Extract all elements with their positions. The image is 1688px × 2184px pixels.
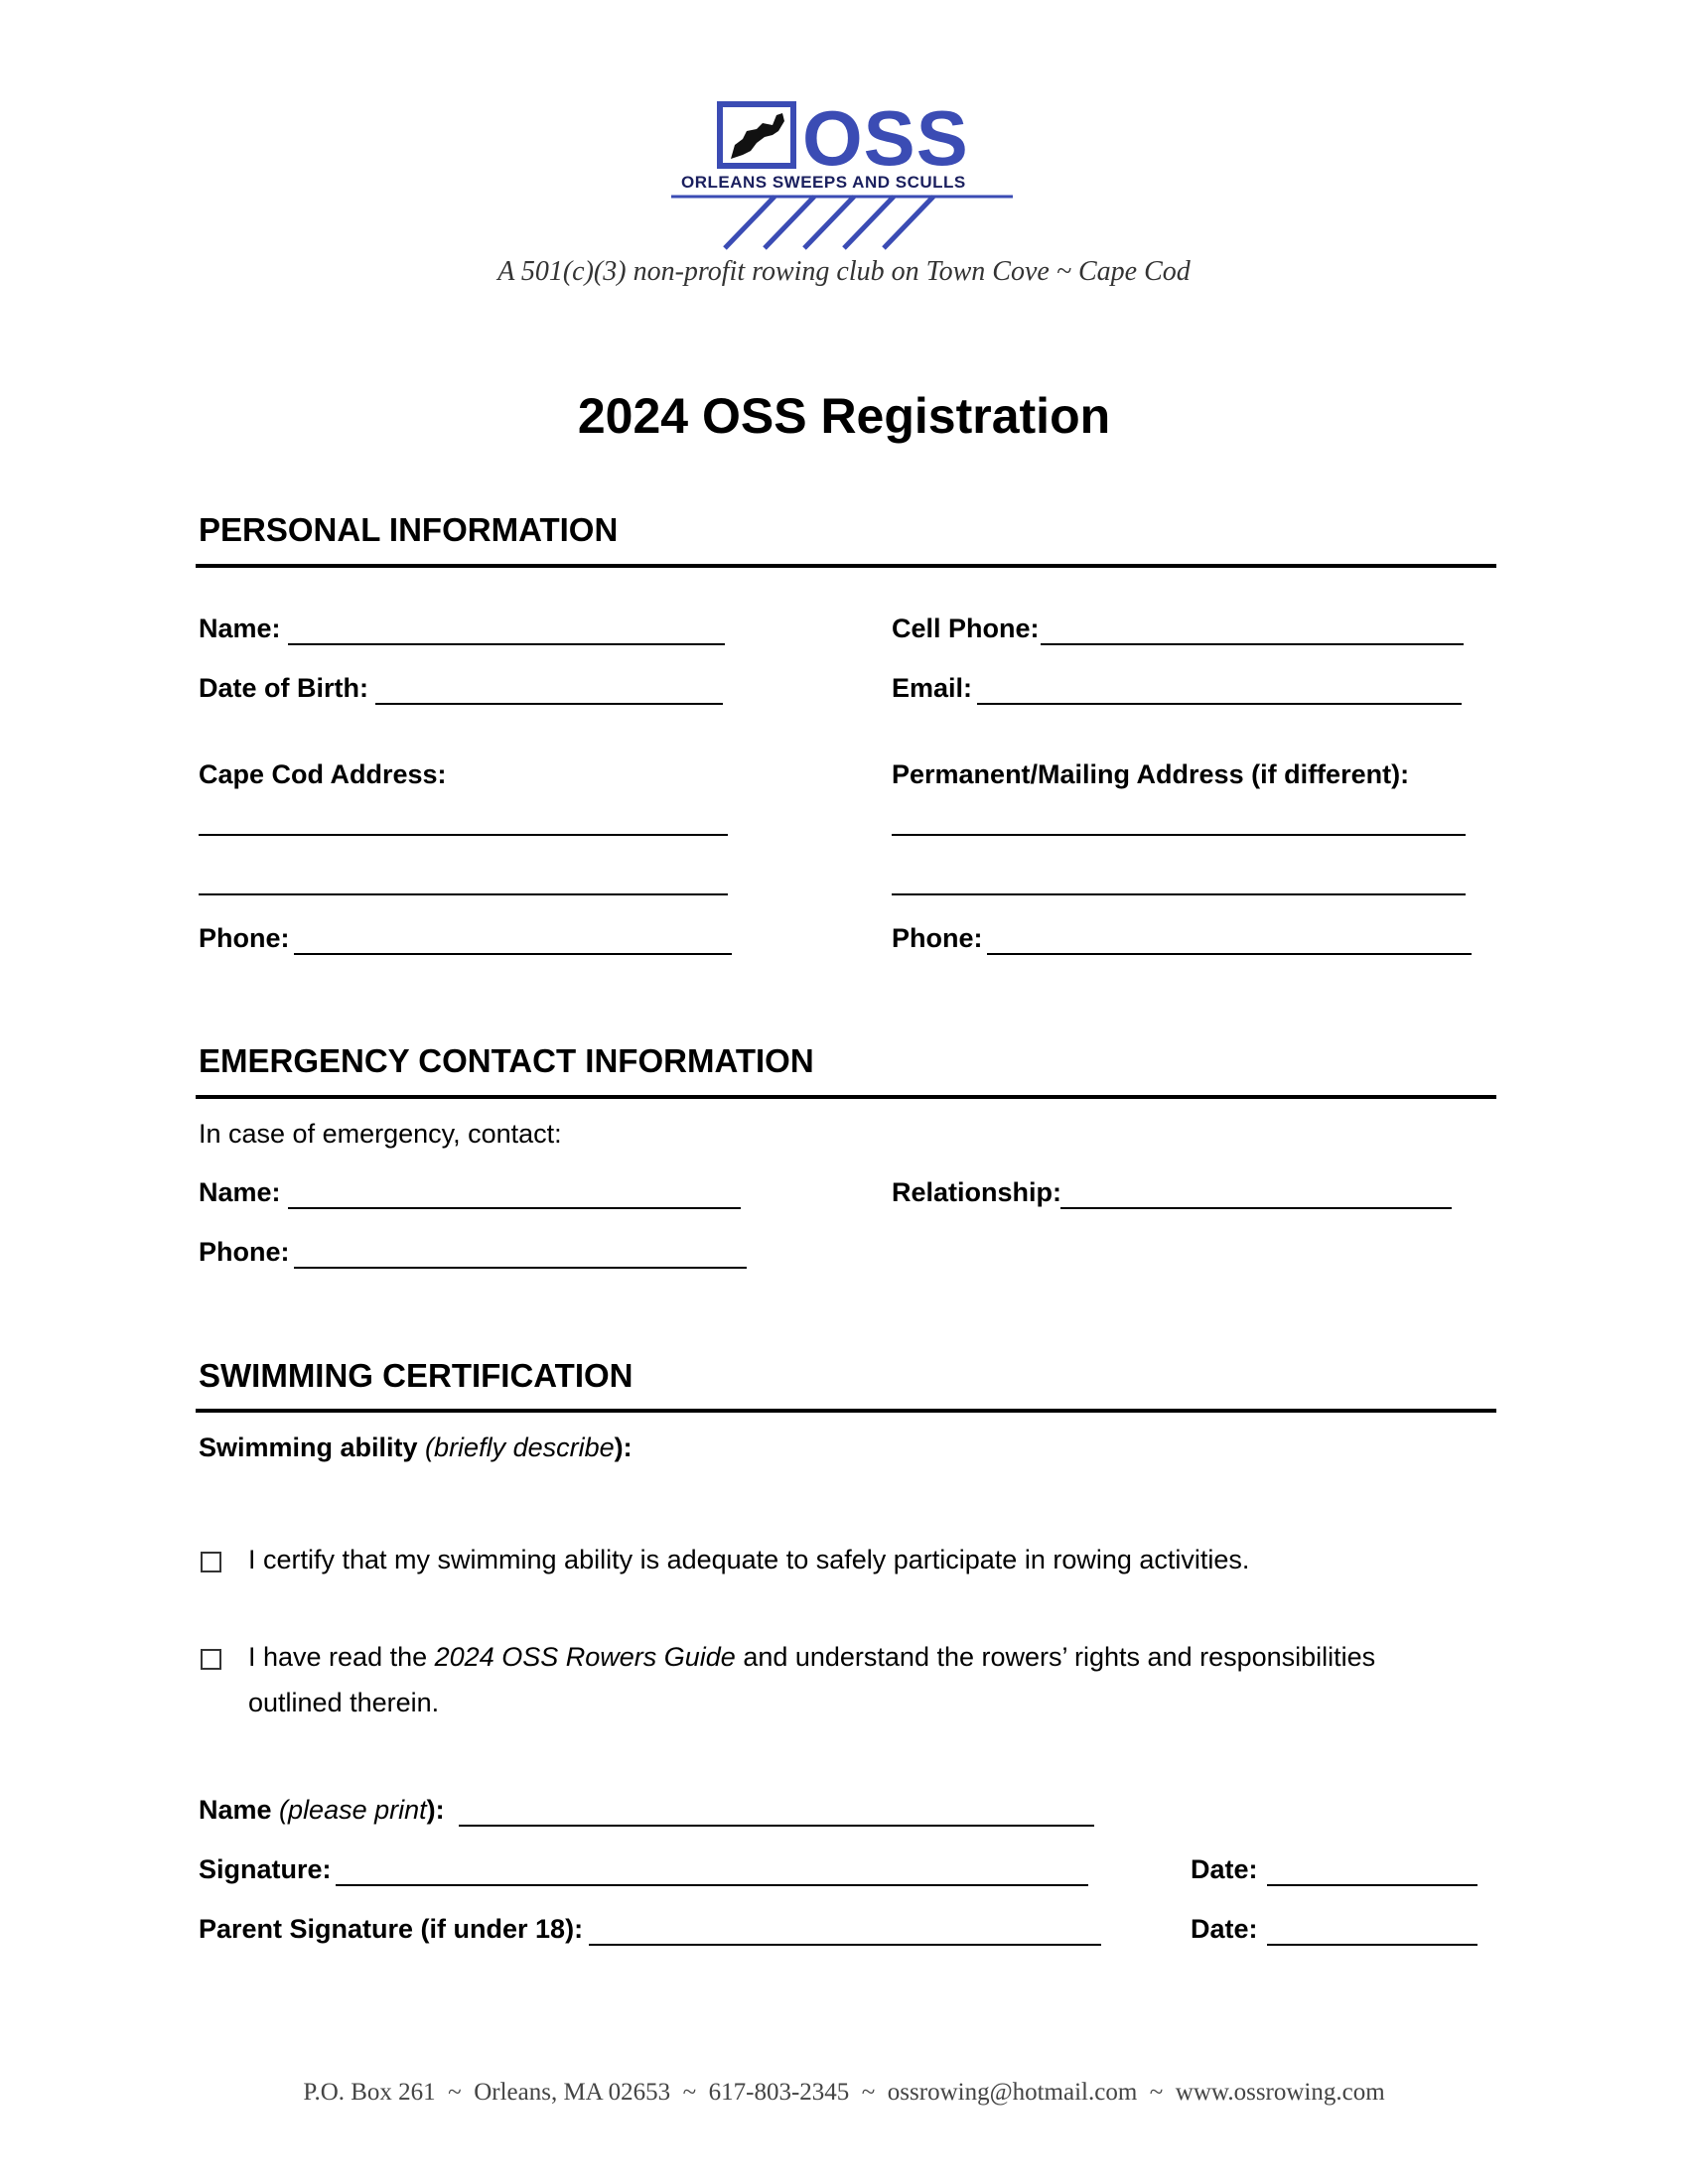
cape-cod-address-line-2[interactable] — [199, 893, 728, 895]
close-paren: ): — [426, 1795, 445, 1825]
section-divider — [196, 564, 1496, 568]
emergency-heading: EMERGENCY CONTACT INFORMATION — [199, 1042, 814, 1079]
dob-label: Date of Birth: — [199, 673, 368, 703]
parent-signature-label: Parent Signature (if under 18): — [199, 1914, 584, 1944]
section-divider — [196, 1409, 1496, 1413]
open-paren: ( — [271, 1795, 289, 1825]
club-tagline: A 501(c)(3) non-profit rowing club on Town Cove ~ Cape Cod — [497, 256, 1191, 287]
cape-cod-address-label: Cape Cod Address: — [199, 759, 447, 789]
oars-icon — [665, 193, 1023, 252]
read-guide-text — [248, 1642, 1375, 1673]
logo-wordmark: OSS — [802, 94, 969, 182]
emergency-name-label: Name: — [199, 1177, 281, 1207]
emergency-name-field[interactable] — [288, 1207, 741, 1209]
print-name-hint: please print — [288, 1795, 427, 1825]
email-field[interactable] — [977, 703, 1462, 705]
print-name-label: Name — [199, 1795, 272, 1825]
email-label: Email: — [892, 673, 973, 703]
cape-cod-phone-label: Phone: — [199, 923, 290, 953]
signature-field[interactable] — [336, 1884, 1088, 1886]
personal-info-heading: PERSONAL INFORMATION — [199, 511, 619, 548]
read-guide-suffix: and understand the rowers’ rights and responsibilities — [735, 1642, 1376, 1672]
dob-field[interactable] — [375, 703, 723, 705]
parent-date-field[interactable] — [1267, 1944, 1477, 1946]
page-title: 2024 OSS Registration — [577, 388, 1111, 444]
signature-label: Signature: — [199, 1854, 332, 1884]
footer-contact: P.O. Box 261 ~ Orleans, MA 02653 ~ 617-803-2345 ~ ossrowing@hotmail.com ~ www.ossrowing.com — [303, 2079, 1385, 2106]
cell-phone-label: Cell Phone: — [892, 614, 1040, 643]
cape-cod-phone-field[interactable] — [294, 953, 732, 955]
mailing-address-line-2[interactable] — [892, 893, 1466, 895]
print-name-prompt — [199, 1795, 445, 1826]
emergency-phone-label: Phone: — [199, 1237, 290, 1267]
section-divider — [196, 1095, 1496, 1099]
emergency-intro: In case of emergency, contact: — [199, 1119, 562, 1149]
signature-date-label: Date: — [1191, 1854, 1258, 1884]
mailing-phone-field[interactable] — [987, 953, 1472, 955]
relationship-field[interactable] — [1060, 1207, 1452, 1209]
mailing-phone-label: Phone: — [892, 923, 983, 953]
mailing-address-line-1[interactable] — [892, 834, 1466, 836]
print-name-field[interactable] — [459, 1825, 1094, 1827]
swimming-heading: SWIMMING CERTIFICATION — [199, 1357, 633, 1394]
name-label: Name: — [199, 614, 281, 643]
name-field[interactable] — [288, 643, 725, 645]
relationship-label: Relationship: — [892, 1177, 1062, 1207]
swimming-ability-label: Swimming ability — [199, 1433, 418, 1462]
swimming-ability-hint: briefly describe — [434, 1433, 615, 1462]
cape-cod-map-icon — [717, 101, 796, 169]
parent-signature-field[interactable] — [589, 1944, 1101, 1946]
cape-cod-address-line-1[interactable] — [199, 834, 728, 836]
read-guide-checkbox[interactable] — [201, 1649, 221, 1670]
cell-phone-field[interactable] — [1041, 643, 1464, 645]
emergency-phone-field[interactable] — [294, 1267, 747, 1269]
open-paren: ( — [417, 1433, 435, 1462]
logo-subtitle: ORLEANS SWEEPS AND SCULLS — [681, 173, 966, 192]
signature-date-field[interactable] — [1267, 1884, 1477, 1886]
read-guide-prefix: I have read the — [248, 1642, 435, 1672]
read-guide-text-line2: outlined therein. — [248, 1688, 440, 1717]
close-paren: ): — [614, 1433, 633, 1462]
rowers-guide-title: 2024 OSS Rowers Guide — [434, 1642, 736, 1672]
oss-logo — [665, 94, 1023, 258]
mailing-address-label: Permanent/Mailing Address (if different): — [892, 759, 1410, 789]
certify-swimming-checkbox[interactable] — [201, 1552, 221, 1572]
certify-swimming-text: I certify that my swimming ability is adequate to safely participate in rowing activities. — [248, 1545, 1250, 1574]
swimming-ability-prompt — [199, 1433, 633, 1463]
parent-date-label: Date: — [1191, 1914, 1258, 1944]
